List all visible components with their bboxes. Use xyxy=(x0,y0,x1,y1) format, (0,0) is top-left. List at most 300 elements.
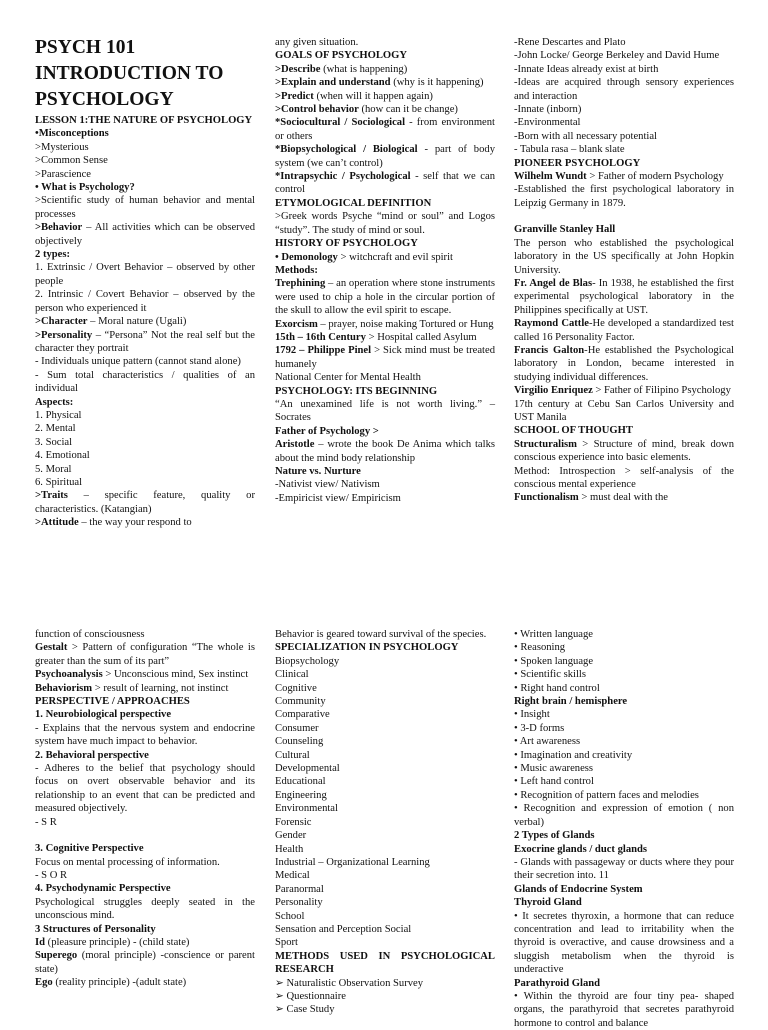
line-text: - from environment or others xyxy=(275,117,495,142)
line-text: 17th century at Cebu San Carlos University and UST Manila xyxy=(514,398,734,423)
text-line xyxy=(35,762,255,816)
line-text: Medical xyxy=(275,870,310,882)
line-text: – an operation where stone instruments were used to chip a hole in the circular portion of the skull to allow the evil spirit to escape. xyxy=(275,278,495,317)
text-line xyxy=(514,775,734,788)
text-line xyxy=(35,476,255,489)
text-line xyxy=(514,641,734,654)
term-label: >Traits xyxy=(35,490,68,502)
term-label: Functionalism xyxy=(514,492,579,504)
text-line xyxy=(275,708,495,721)
line-text: Gender xyxy=(275,830,307,842)
line-text: (when will it happen again) xyxy=(313,90,433,102)
text-line xyxy=(35,288,255,315)
line-text: - In 1938, he established the first experimental psychological laboratory in the Philippines specifically at UST. xyxy=(514,277,734,316)
line-text: - Sum total characteristics / qualities of an individual xyxy=(35,369,255,395)
line-text: Right brain / hemisphere xyxy=(514,696,628,708)
term-label: Superego xyxy=(35,950,78,962)
line-text: Methods: xyxy=(275,264,318,276)
line-text: • Scientific skills xyxy=(514,669,586,681)
text-line xyxy=(275,76,495,89)
section-heading xyxy=(35,842,255,855)
term-label: >Control behavior xyxy=(275,104,359,116)
line-text: • Within the thyroid are four tiny pea- shaped organs, the parathyroid that secretes parathyroid hormone to control and balance xyxy=(514,990,734,1029)
line-text: (moral principle) -conscience or parent state) xyxy=(35,950,255,975)
line-text: 1. Neurobiological perspective xyxy=(35,709,172,721)
term-label: Gestalt xyxy=(35,642,68,654)
line-text: ➢ Naturalistic Observation Survey xyxy=(275,977,424,989)
line-text: Counseling xyxy=(275,736,324,748)
line-text: LESSON 1:THE NATURE OF PSYCHOLOGY xyxy=(35,115,253,126)
line-text: - Glands with passageway or ducts where they pour their secretion into. 11 xyxy=(514,856,734,882)
text-line xyxy=(514,49,734,62)
text-line xyxy=(514,682,734,695)
text-line xyxy=(514,708,734,721)
text-line xyxy=(514,762,734,775)
term-label: Wilhelm Wundt xyxy=(514,171,587,183)
line-text: > Hospital called Asylum xyxy=(365,331,477,343)
line-text: • Art awareness xyxy=(514,736,581,748)
line-text: The person who established the psychological laboratory in the US specifically at John Hopkin University. xyxy=(514,237,734,276)
line-text: Industrial – Organizational Learning xyxy=(275,856,430,868)
line-text: PSYCHOLOGY: ITS BEGINNING xyxy=(275,385,438,397)
text-line xyxy=(275,816,495,829)
text-line xyxy=(514,237,734,277)
text-line xyxy=(35,449,255,462)
line-text: - S R xyxy=(35,816,57,828)
text-line xyxy=(35,221,255,248)
text-line xyxy=(275,1003,495,1016)
section-heading xyxy=(35,248,255,261)
text-line xyxy=(35,516,255,529)
section-heading xyxy=(35,396,255,409)
text-line xyxy=(35,816,255,829)
text-line xyxy=(35,949,255,976)
line-text: (why is it happening) xyxy=(390,77,484,89)
line-text: Community xyxy=(275,696,326,708)
line-text: Paranormal xyxy=(275,883,324,895)
line-text: – wrote the book De Anima which talks about the mind body relationship xyxy=(275,439,495,464)
line-text: – Moral nature (Ugali) xyxy=(87,316,187,328)
term-label: >Attitude xyxy=(35,517,79,529)
text-line xyxy=(514,183,734,210)
text-line xyxy=(275,722,495,735)
line-text: 6. Spiritual xyxy=(35,476,83,488)
line-text: any given situation. xyxy=(275,37,359,48)
line-text: Engineering xyxy=(275,789,327,801)
line-text: ➢ Case Study xyxy=(275,1004,335,1016)
line-text: • Recognition of pattern faces and melodies xyxy=(514,789,699,801)
text-line xyxy=(514,856,734,883)
section-heading xyxy=(275,465,495,478)
line-text: Exocrine glands / duct glands xyxy=(514,843,648,855)
text-line xyxy=(35,409,255,422)
line-text: Sport xyxy=(275,937,298,949)
term-label: Psychoanalysis xyxy=(35,669,103,681)
text-line xyxy=(275,492,495,505)
line-text: >Greek words Psyche “mind or soul” and Logos “study”. The study of mind or soul. xyxy=(275,211,495,236)
section-heading xyxy=(35,114,255,127)
line-text: function of consciousness xyxy=(35,629,145,640)
line-text: Clinical xyxy=(275,669,309,681)
section-heading xyxy=(514,829,734,842)
line-text: -John Locke/ George Berkeley and David Hume xyxy=(514,50,720,62)
column-3 xyxy=(514,36,734,505)
text-line xyxy=(275,749,495,762)
text-line xyxy=(514,722,734,735)
text-line xyxy=(275,438,495,465)
line-text: Focus on mental processing of information. xyxy=(35,856,220,868)
line-text: -He developed a standardized test called 16 Personality Factor. xyxy=(514,318,734,343)
text-line xyxy=(275,789,495,802)
line-text: > Unconscious mind, Sex instinct xyxy=(102,669,249,681)
text-line xyxy=(275,682,495,695)
text-line xyxy=(514,735,734,748)
line-text: -Rene Descartes and Plato xyxy=(514,37,626,48)
text-line xyxy=(275,869,495,882)
line-text: Nature vs. Nurture xyxy=(275,466,361,477)
term-label: >Personality xyxy=(35,329,93,341)
line-text: Psychological struggles deeply seated in the unconscious mind. xyxy=(35,896,255,922)
line-text: • Left hand control xyxy=(514,776,594,788)
text-line xyxy=(35,489,255,516)
term-label: >Predict xyxy=(275,90,314,102)
line-text: • Reasoning xyxy=(514,642,566,654)
text-line xyxy=(275,277,495,317)
line-text: 3. Cognitive Perspective xyxy=(35,843,144,855)
line-text: (pleasure principle) - (child state) xyxy=(45,936,190,948)
text-line xyxy=(514,36,734,49)
text-line xyxy=(275,668,495,681)
line-text: -Innate (inborn) xyxy=(514,104,582,116)
text-line xyxy=(35,722,255,749)
text-line xyxy=(35,936,255,949)
term-label: 1792 – Philippe Pinel xyxy=(275,345,372,357)
line-text: > must deal with the xyxy=(578,492,668,504)
section-heading xyxy=(275,425,495,438)
line-text: Comparative xyxy=(275,709,330,721)
section-heading xyxy=(275,237,495,250)
section-heading xyxy=(275,385,495,398)
line-text: Educational xyxy=(275,776,326,788)
line-text: -He established the Psychological laboratory in London, became interested in studying individual differences. xyxy=(514,344,734,383)
text-line xyxy=(514,398,734,425)
line-text: • Recognition and expression of emotion ( non verbal) xyxy=(514,803,734,828)
text-line xyxy=(514,749,734,762)
line-text: 4. Emotional xyxy=(35,450,90,462)
line-text: PIONEER PSYCHOLOGY xyxy=(514,157,641,169)
document-title-line: INTRODUCTION TO xyxy=(35,63,224,84)
line-text: Method: Introspection > self-analysis of the conscious mental experience xyxy=(514,465,734,490)
section-heading xyxy=(275,641,495,654)
line-text: > Sick mind must be treated humanely xyxy=(275,345,495,370)
term-label: Behaviorism xyxy=(35,682,93,694)
term-label: >Character xyxy=(35,316,88,328)
term-label: Exorcism xyxy=(275,318,318,330)
line-text: ETYMOLOGICAL DEFINITION xyxy=(275,197,432,209)
text-line xyxy=(275,923,495,936)
section-heading xyxy=(514,896,734,909)
line-text: 1. Physical xyxy=(35,409,82,421)
text-line xyxy=(275,90,495,103)
line-text: School xyxy=(275,910,305,922)
line-text: • Imagination and creativity xyxy=(514,749,633,761)
term-label: *Biopsychological / Biological xyxy=(275,144,418,156)
text-line xyxy=(35,463,255,476)
text-line xyxy=(275,116,495,143)
text-line xyxy=(35,261,255,288)
line-text: -Ideas are acquired through sensory experiences and interaction xyxy=(514,77,734,102)
line-text: – specific feature, quality or characteristics. (Katangian) xyxy=(35,490,255,515)
line-text: SPECIALIZATION IN PSYCHOLOGY xyxy=(275,642,459,654)
term-label: Raymond Cattle xyxy=(514,318,589,330)
term-label: Ego xyxy=(35,977,53,989)
section-heading xyxy=(35,923,255,936)
text-line xyxy=(275,856,495,869)
line-text: - Tabula rasa – blank slate xyxy=(514,144,625,156)
line-text: Granville Stanley Hall xyxy=(514,224,616,236)
text-line xyxy=(514,76,734,103)
text-line xyxy=(275,143,495,170)
line-text: 1. Extrinsic / Overt Behavior – observed by other people xyxy=(35,262,255,287)
text-line xyxy=(35,896,255,923)
column-6 xyxy=(514,628,734,1030)
text-line xyxy=(35,329,255,356)
section-heading xyxy=(35,749,255,762)
line-text: > result of learning, not instinct xyxy=(92,682,229,694)
text-line xyxy=(275,344,495,371)
text-line xyxy=(35,976,255,989)
text-line xyxy=(514,170,734,183)
line-text: Father of Psychology > xyxy=(275,425,379,437)
line-text: Cognitive xyxy=(275,682,317,694)
line-text: PERSPECTIVE / APPROACHES xyxy=(35,696,190,708)
text-line xyxy=(275,170,495,197)
line-text: Glands of Endocrine System xyxy=(514,883,643,895)
text-line xyxy=(514,789,734,802)
text-line xyxy=(275,990,495,1003)
line-text: (how can it be change) xyxy=(358,104,458,116)
line-text: – the way your respond to xyxy=(78,517,192,529)
term-label: • Demonology xyxy=(275,251,338,263)
line-text: Developmental xyxy=(275,763,340,775)
term-label: *Intrapsychic / Psychological xyxy=(275,171,411,183)
text-line xyxy=(275,695,495,708)
text-line xyxy=(514,465,734,492)
line-text: > witchcraft and evil spirit xyxy=(337,251,453,263)
line-text: 2 types: xyxy=(35,249,71,261)
text-line xyxy=(514,143,734,156)
line-text: > Father of modern Psychology xyxy=(586,171,724,183)
line-text: 2. Behavioral perspective xyxy=(35,749,149,761)
term-label: >Describe xyxy=(275,63,321,75)
line-text: (reality principle) -(adult state) xyxy=(52,977,187,989)
text-line xyxy=(275,802,495,815)
text-line xyxy=(514,277,734,317)
term-label: >Explain and understand xyxy=(275,77,391,89)
line-text: >Common Sense xyxy=(35,155,108,167)
line-text: Aspects: xyxy=(35,396,74,408)
text-line xyxy=(514,317,734,344)
line-text: Forensic xyxy=(275,816,312,828)
line-text: 5. Moral xyxy=(35,463,72,475)
line-text: Personality xyxy=(275,897,323,909)
line-text: > Structure of mind, break down conscious experience into basic elements. xyxy=(514,438,734,464)
term-label: Francis Galton xyxy=(514,344,585,356)
text-line xyxy=(35,141,255,154)
text-line xyxy=(275,63,495,76)
text-line xyxy=(275,910,495,923)
line-text: 3 Structures of Personality xyxy=(35,923,156,935)
text-line xyxy=(35,436,255,449)
text-line xyxy=(275,478,495,491)
text-line xyxy=(514,668,734,681)
term-label: Trephining xyxy=(275,278,326,290)
line-text: Consumer xyxy=(275,722,319,734)
text-line xyxy=(275,318,495,331)
text-line xyxy=(514,103,734,116)
line-text: -Established the first psychological laboratory in Leipzig Germany in 1879. xyxy=(514,184,734,209)
line-text: - self that we can control xyxy=(275,171,495,196)
text-line xyxy=(275,36,495,49)
text-line xyxy=(275,371,495,384)
line-text: – All activities which can be observed objectively xyxy=(35,222,255,247)
section-heading xyxy=(35,695,255,708)
line-text: -Empiricist view/ Empiricism xyxy=(275,492,401,504)
section-heading xyxy=(514,223,734,236)
line-text: (what is happening) xyxy=(320,63,408,75)
line-text: • It secretes thyroxin, a hormone that can reduce concentration and lead to irritability when the thyroid is overactive, and cause drowsiness and a sluggish metabolism when the thyroid is underactive xyxy=(514,910,734,976)
text-line xyxy=(275,628,495,641)
text-line xyxy=(35,154,255,167)
text-line xyxy=(275,775,495,788)
section-heading xyxy=(514,843,734,856)
section-heading xyxy=(514,883,734,896)
line-text: Behavior is geared toward survival of the species. xyxy=(275,629,487,640)
text-line xyxy=(275,735,495,748)
text-line xyxy=(514,438,734,465)
line-text: Health xyxy=(275,843,304,855)
text-line xyxy=(514,384,734,397)
term-label: Id xyxy=(35,936,46,948)
text-line xyxy=(35,422,255,435)
line-text: -Environmental xyxy=(514,117,581,129)
line-text: – prayer, noise making Tortured or Hung xyxy=(317,318,494,330)
column-1 xyxy=(35,36,255,530)
text-line xyxy=(275,883,495,896)
text-line xyxy=(35,315,255,328)
line-text: - Individuals unique pattern (cannot stand alone) xyxy=(35,356,241,368)
line-text: 4. Psychodynamic Perspective xyxy=(35,883,171,895)
section-heading xyxy=(514,695,734,708)
section-heading xyxy=(275,950,495,977)
line-text: Cultural xyxy=(275,749,310,761)
line-text: - part of body system (we can’t control) xyxy=(275,144,495,169)
line-text: HISTORY OF PSYCHOLOGY xyxy=(275,238,418,250)
line-text: •Misconceptions xyxy=(35,128,109,140)
document-title-line: PSYCH 101 xyxy=(35,37,136,58)
column-2 xyxy=(275,36,495,505)
text-line xyxy=(275,896,495,909)
text-line xyxy=(275,843,495,856)
text-line xyxy=(35,668,255,681)
term-label: Structuralism xyxy=(514,438,577,450)
line-text: - Adheres to the belief that psychology should focus on overt observable behavior and its relationship to an event that can be predicted and measured objectively. xyxy=(35,763,255,815)
section-heading xyxy=(35,882,255,895)
text-line xyxy=(514,344,734,384)
line-text: Thyroid Gland xyxy=(514,897,582,909)
term-label: Aristotle xyxy=(275,439,315,451)
term-label: Fr. Angel de Blas xyxy=(514,277,593,289)
line-text: 3. Social xyxy=(35,436,73,448)
text-line xyxy=(275,210,495,237)
line-text: Sensation and Perception Social xyxy=(275,923,412,935)
line-text: – “Persona” Not the real self but the character they portrait xyxy=(35,329,255,354)
text-line xyxy=(35,856,255,869)
line-text: METHODS USED IN PSYCHOLOGICAL RESEARCH xyxy=(275,950,495,976)
line-text: National Center for Mental Health xyxy=(275,372,421,384)
text-line xyxy=(514,491,734,504)
line-text: >Mysterious xyxy=(35,141,89,153)
section-heading xyxy=(35,708,255,721)
term-label: Virgilio Enriquez xyxy=(514,385,593,397)
text-line xyxy=(35,869,255,882)
line-text: 2. Intrinsic / Covert Behavior – observed by the person who experienced it xyxy=(35,289,255,314)
line-text: - S O R xyxy=(35,869,68,881)
line-text: Environmental xyxy=(275,803,338,815)
text-line xyxy=(275,829,495,842)
line-text: -Nativist view/ Nativism xyxy=(275,479,380,491)
text-line xyxy=(514,628,734,641)
section-heading xyxy=(35,181,255,194)
column-4 xyxy=(35,628,255,990)
text-line xyxy=(35,168,255,181)
section-heading xyxy=(275,49,495,62)
section-heading xyxy=(275,264,495,277)
section-heading xyxy=(275,197,495,210)
text-line xyxy=(275,977,495,990)
line-text: SCHOOL OF THOUGHT xyxy=(514,425,633,437)
line-text: • Spoken language xyxy=(514,655,594,667)
line-text: • What is Psychology? xyxy=(35,182,135,194)
text-line xyxy=(35,194,255,221)
term-label: 15th – 16th Century xyxy=(275,331,366,343)
line-text: Biopsychology xyxy=(275,655,340,667)
text-line xyxy=(275,398,495,425)
text-line xyxy=(35,682,255,695)
line-text: • Insight xyxy=(514,709,550,721)
text-line xyxy=(35,355,255,368)
term-label: >Behavior xyxy=(35,222,83,234)
text-line xyxy=(35,628,255,641)
line-text: • Written language xyxy=(514,629,593,640)
text-line xyxy=(275,251,495,264)
text-line xyxy=(275,655,495,668)
line-text: >Scientific study of human behavior and mental processes xyxy=(35,195,255,220)
line-text: 2. Mental xyxy=(35,423,76,435)
term-label: *Sociocultural / Sociological xyxy=(275,117,406,129)
line-text: ➢ Questionnaire xyxy=(275,990,346,1002)
line-text: Parathyroid Gland xyxy=(514,977,601,989)
line-text: - Explains that the nervous system and endocrine system have much impact to behavior. xyxy=(35,722,255,748)
line-text: • Right hand control xyxy=(514,682,600,694)
line-text: GOALS OF PSYCHOLOGY xyxy=(275,50,408,62)
text-line xyxy=(514,655,734,668)
line-text: • Music awareness xyxy=(514,763,594,775)
column-5 xyxy=(275,628,495,1017)
document-title-line: PSYCHOLOGY xyxy=(35,89,174,110)
line-text: -Born with all necessary potential xyxy=(514,130,657,142)
text-line xyxy=(35,641,255,668)
